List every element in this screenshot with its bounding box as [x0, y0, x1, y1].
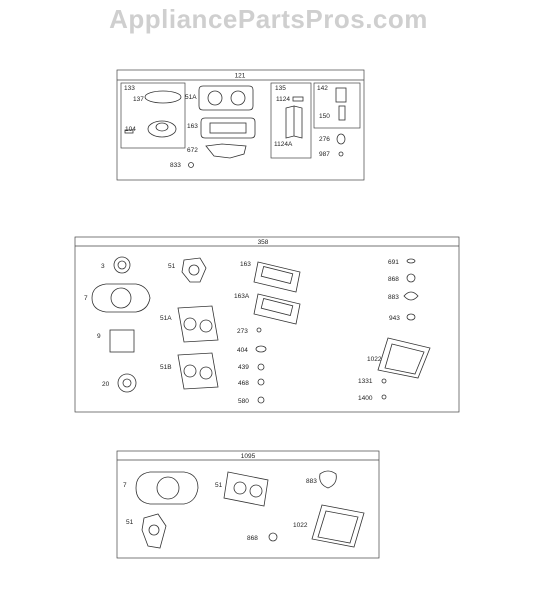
part-1331-pin [382, 379, 386, 383]
label-273: 273 [237, 328, 248, 335]
subassembly-135-label: 135 [275, 85, 286, 92]
label-51-1095-upper: 51 [215, 482, 223, 489]
label-1022-1095: 1022 [293, 522, 308, 529]
part-20-seal [118, 374, 136, 392]
part-9-gasket [110, 330, 134, 352]
label-987: 987 [319, 151, 330, 158]
part-163-gasket [201, 118, 255, 138]
label-163-358: 163 [240, 261, 251, 268]
part-943-seal [407, 314, 415, 320]
kit-1095-panel [117, 451, 379, 558]
part-137-oring [145, 91, 181, 103]
part-51-gasket [182, 258, 206, 282]
part-883-gasket [404, 292, 418, 300]
part-883-gasket-1095 [320, 471, 337, 488]
kit-358-title: 358 [257, 239, 269, 246]
part-833-washer [189, 163, 194, 168]
kit-358-panel [75, 237, 459, 412]
label-51a-358: 51A [160, 315, 172, 322]
label-833: 833 [170, 162, 181, 169]
part-868-grommet-1095 [269, 533, 277, 541]
label-9: 9 [97, 333, 101, 340]
label-1331: 1331 [358, 378, 373, 385]
label-276: 276 [319, 136, 330, 143]
label-7-1095: 7 [123, 482, 127, 489]
part-273-pin [257, 328, 261, 332]
label-868-1095: 868 [247, 535, 258, 542]
label-404: 404 [237, 347, 248, 354]
label-868: 868 [388, 276, 399, 283]
part-163-gasket-358 [254, 262, 300, 292]
part-1400-pin [382, 395, 386, 399]
label-104: 104 [125, 126, 136, 133]
label-943: 943 [389, 315, 400, 322]
label-1400: 1400 [358, 395, 373, 402]
part-276-washer [337, 134, 345, 144]
label-1022: 1022 [367, 356, 382, 363]
label-51b: 51B [160, 364, 172, 371]
part-1124a-tube [286, 106, 294, 138]
label-883-1095: 883 [306, 478, 317, 485]
label-51-1095-lower: 51 [126, 519, 134, 526]
kit-1095-title: 1095 [240, 453, 256, 460]
label-1124: 1124 [276, 96, 290, 103]
label-1124a: 1124A [274, 141, 293, 148]
label-7: 7 [84, 295, 88, 302]
kit-121-panel [117, 70, 364, 180]
label-150: 150 [319, 113, 330, 120]
part-987-pin [339, 152, 343, 156]
label-163a: 163A [234, 293, 250, 300]
label-580: 580 [238, 398, 249, 405]
part-439-ring [258, 364, 264, 370]
label-163: 163 [187, 123, 198, 130]
subassembly-133-label: 133 [124, 85, 135, 92]
label-468: 468 [238, 380, 249, 387]
part-580-ring [258, 397, 264, 403]
label-20: 20 [102, 381, 110, 388]
label-883: 883 [388, 294, 399, 301]
part-163a-gasket [254, 294, 300, 324]
label-3: 3 [101, 263, 105, 270]
label-51a: 51A [185, 94, 197, 101]
subassembly-142-label: 142 [317, 85, 328, 92]
part-150-bracket [336, 88, 346, 102]
label-137: 137 [133, 96, 144, 103]
part-404-seal [256, 346, 266, 352]
label-51: 51 [168, 263, 176, 270]
part-868-grommet [407, 274, 415, 282]
kit-121-title: 121 [234, 72, 246, 80]
label-691: 691 [388, 259, 399, 266]
part-672-gasket [206, 144, 246, 158]
part-51-gasket-1095-lower [142, 514, 166, 548]
part-1124-seal [293, 97, 303, 101]
watermark: AppliancePartsPros.com [109, 4, 428, 34]
part-3-seal [114, 257, 130, 273]
part-468-ring [258, 379, 264, 385]
label-439: 439 [238, 364, 249, 371]
part-691-oring [407, 259, 415, 263]
label-672: 672 [187, 147, 198, 154]
